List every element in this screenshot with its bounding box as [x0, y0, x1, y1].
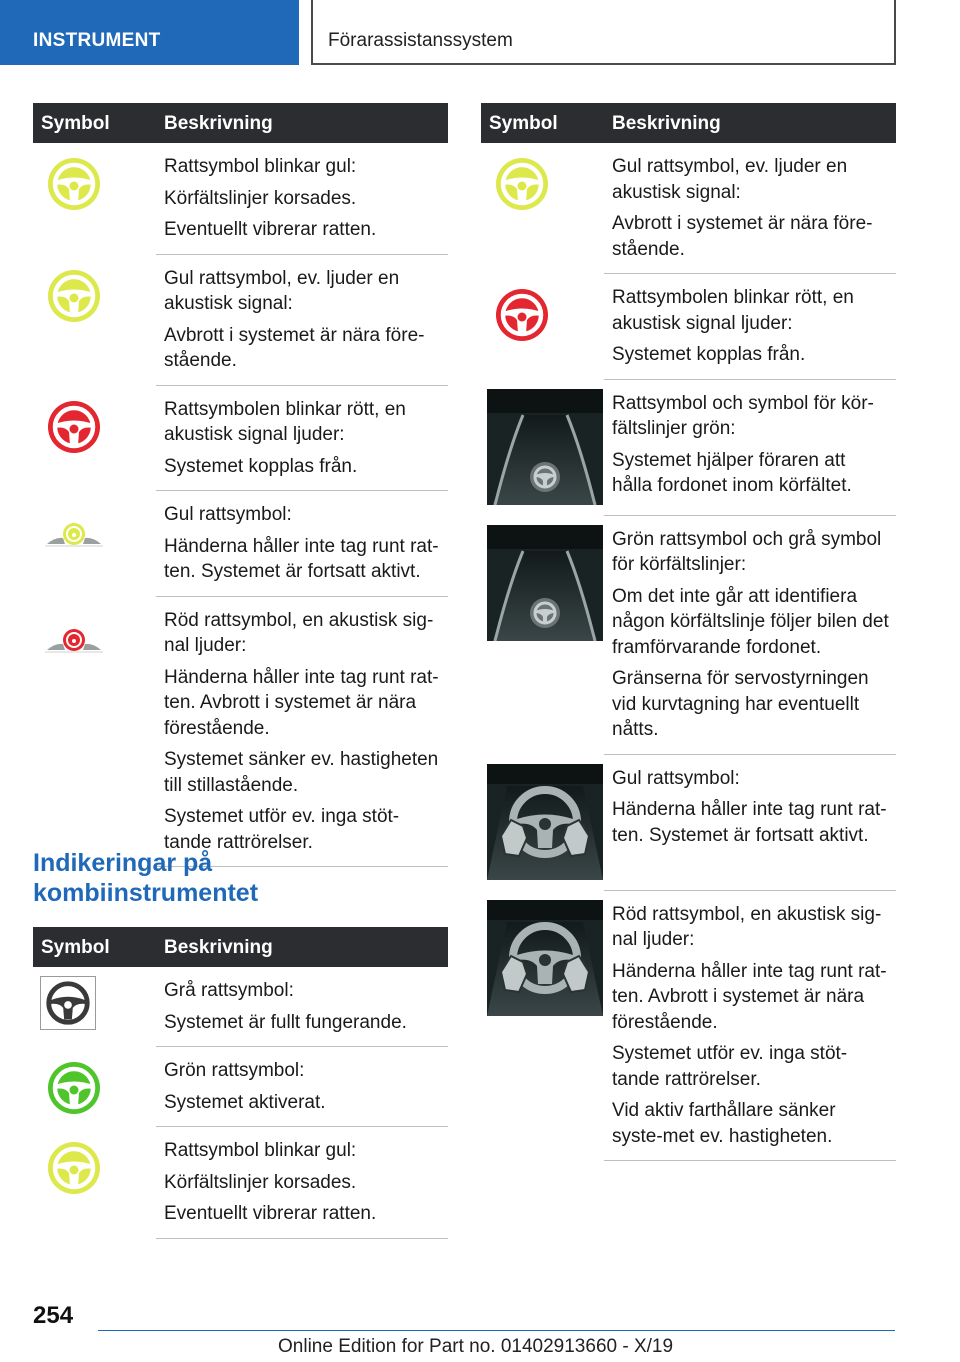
description-line: Systemet sänker ev. hastigheten till stillastående. [164, 749, 439, 796]
description-line: Systemet aktiverat. [164, 1091, 326, 1113]
description-line: Händerna håller inte tag runt rat-ten. Systemet är fortsatt aktivt. [612, 799, 887, 846]
header-chapter-box [311, 0, 896, 65]
display-lane-wheel-icon [487, 389, 603, 505]
description-line: Systemet är fullt fungerande. [164, 1011, 407, 1033]
description-line: Gul rattsymbol: [612, 767, 740, 789]
table-row [33, 967, 448, 1047]
column-header-description: Beskrivning [164, 113, 273, 134]
steering-wheel-yellow-icon [43, 268, 105, 324]
symbol-table-right [481, 103, 896, 1161]
description-line: Gränserna för servostyrningen vid kurvtagning har eventuellt nåtts. [612, 668, 869, 740]
header-section-tab [0, 0, 299, 65]
symbol-table-left-top [33, 103, 448, 867]
description-line: Vid aktiv farthållare sänker syste-met ev. hastigheten. [612, 1100, 836, 1147]
table-row [33, 597, 448, 868]
header-section-label: INSTRUMENT [33, 30, 161, 51]
description-line: Gul rattsymbol, ev. ljuder en akustisk signal: [164, 267, 400, 314]
steering-wheel-hands-yellow-icon [43, 504, 105, 560]
description-line: Avbrott i systemet är nära före-stående. [164, 324, 425, 371]
description-line: Röd rattsymbol, en akustisk sig-nal ljuder: [164, 609, 434, 656]
table-row [33, 143, 448, 255]
description-line: Grön rattsymbol: [164, 1060, 305, 1081]
display-wheel-hands-icon [487, 900, 603, 1016]
description-line: Systemet kopplas från. [612, 344, 806, 365]
description-line: Eventuellt vibrerar ratten. [164, 1203, 377, 1224]
table-header [481, 103, 896, 143]
table-row [33, 255, 448, 386]
section-heading: Indikeringar på kombiinstrumentet [33, 849, 259, 907]
steering-wheel-red-icon [43, 399, 105, 455]
description-line: Händerna håller inte tag runt rat-ten. Avbrott i systemet är nära förestående. [164, 666, 439, 739]
column-header-symbol: Symbol [41, 937, 110, 958]
table-row [481, 755, 896, 891]
footer-edition: Online Edition for Part no. 01402913660 - X/19 [278, 1336, 674, 1357]
description-line: Systemet utför ev. inga stöt-tande rattrörelser. [164, 806, 400, 853]
description-line: Rattsymbol blinkar gul: [164, 1140, 357, 1161]
display-wheel-hands-icon [487, 764, 603, 880]
description-line: Grön rattsymbol och grå symbol för körfältslinjer: [612, 528, 882, 575]
steering-wheel-hands-red-icon [43, 610, 105, 666]
steering-wheel-yellow-icon [491, 156, 553, 212]
steering-wheel-yellow-icon [43, 1140, 105, 1196]
footer-divider [98, 1330, 895, 1331]
description-line: Systemet hjälper föraren att hålla fordonet inom körfältet. [612, 449, 852, 496]
description-line: Systemet utför ev. inga stöt-tande rattrörelser. [612, 1043, 848, 1090]
description-line: Om det inte går att identifiera någon körfältslinje följer bilen det framförvarande fordonet. [612, 585, 889, 658]
description-line: Körfältslinjer korsades. [164, 1171, 357, 1193]
steering-wheel-yellow-icon [43, 156, 105, 212]
description-line: Systemet kopplas från. [164, 455, 358, 477]
table-row [33, 386, 448, 492]
header-chapter-label: Förarassistanssystem [328, 30, 513, 51]
table-row [481, 516, 896, 755]
table-row [481, 143, 896, 274]
description-line: Rattsymbolen blinkar rött, en akustisk signal ljuder: [612, 287, 854, 334]
table-row [33, 1047, 448, 1127]
description-line: Eventuellt vibrerar ratten. [164, 219, 377, 240]
description-line: Rattsymbol blinkar gul: [164, 156, 357, 177]
description-line: Händerna håller inte tag runt rat-ten. Systemet är fortsatt aktivt. [164, 535, 439, 582]
steering-wheel-green-icon [43, 1060, 105, 1116]
symbol-table-left-bottom [33, 927, 448, 1239]
steering-wheel-red-icon [491, 287, 553, 343]
table-row [481, 380, 896, 516]
description-line: Händerna håller inte tag runt rat-ten. Avbrott i systemet är nära förestående. [612, 960, 887, 1033]
description-line: Avbrott i systemet är nära före-stående. [612, 213, 873, 260]
table-header [33, 927, 448, 967]
description-line: Röd rattsymbol, en akustisk sig-nal ljuder: [612, 903, 882, 950]
column-header-description: Beskrivning [164, 937, 273, 958]
table-row [481, 274, 896, 380]
description-line: Gul rattsymbol, ev. ljuder en akustisk signal: [612, 156, 848, 203]
display-lane-wheel-icon [487, 525, 603, 641]
steering-wheel-grey-icon [40, 976, 96, 1030]
column-header-symbol: Symbol [41, 113, 110, 134]
description-line: Rattsymbolen blinkar rött, en akustisk signal ljuder: [164, 398, 406, 445]
description-line: Gul rattsymbol: [164, 504, 292, 525]
page-number: 254 [33, 1302, 74, 1329]
column-header-symbol: Symbol [489, 113, 558, 134]
table-row [481, 891, 896, 1162]
table-row [33, 1127, 448, 1239]
table-row [33, 491, 448, 597]
description-line: Körfältslinjer korsades. [164, 187, 357, 209]
table-header [33, 103, 448, 143]
description-line: Grå rattsymbol: [164, 980, 294, 1001]
description-line: Rattsymbol och symbol för kör-fältslinjer grön: [612, 392, 874, 439]
column-header-description: Beskrivning [612, 113, 721, 134]
